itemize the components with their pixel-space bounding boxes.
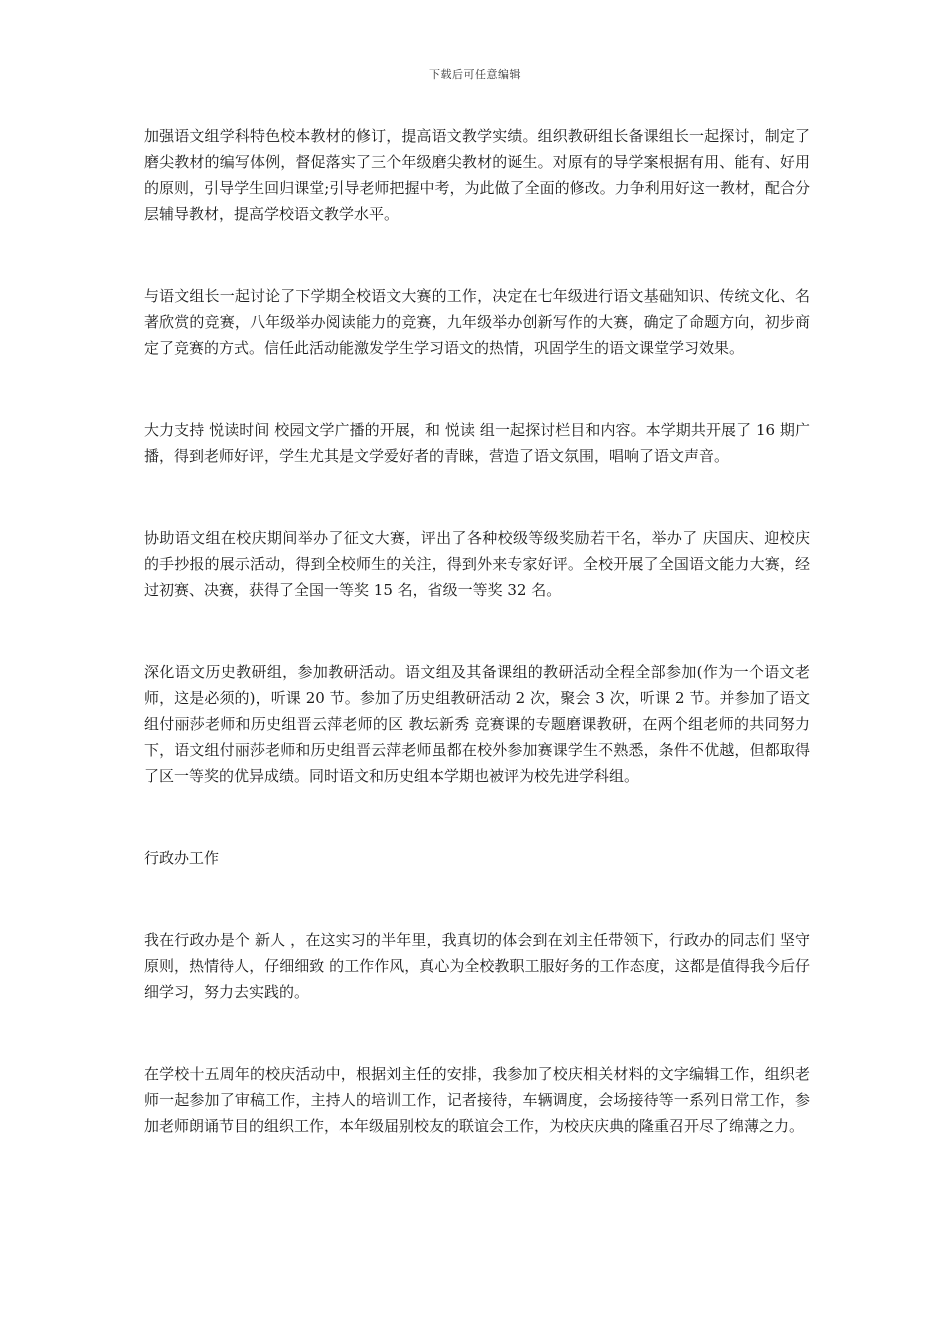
paragraph-language-contest: 与语文组长一起讨论了下学期全校语文大赛的工作，决定在七年级进行语文基础知识、传统文化、名著欣赏的竞赛，八年级举办阅读能力的竞赛，九年级举办创新写作的大赛，确定了命题方向，初步商定了竞赛的方式。信任此活动能激发学生学习语文的热情，巩固学生的语文课堂学习效果。	[144, 287, 810, 357]
section-heading-admin-office: 行政办工作	[144, 849, 220, 867]
paragraph-teaching-research: 深化语文历史教研组，参加教研活动。语文组及其备课组的教研活动全程全部参加(作为一个语文老师，这是必须的)，听课 20 节。参加了历史组教研活动 2 次，聚会 3 次，听课 2 节。并参加了语文组付丽莎老师和历史组晋云萍老师的区 教坛新秀 竞赛课的专题磨课教研，在两个组老师的共同努力下，语文组付丽莎老师和历史组晋云萍老师虽都在校外参加赛课学生不熟悉，条件不优越，但都取得了区一等奖的优异成绩。同时语文和历史组本学期也被评为校先进学科组。	[144, 663, 810, 785]
paragraph-essay-contest: 协助语文组在校庆期间举办了征文大赛，评出了各种校级等级奖励若干名，举办了 庆国庆、迎校庆 的手抄报的展示活动，得到全校师生的关注，得到外来专家好评。全校开展了全国语文能力大赛，经过初赛、决赛，获得了全国一等奖 15 名，省级一等奖 32 名。	[144, 529, 810, 599]
paragraph-anniversary-work: 在学校十五周年的校庆活动中，根据刘主任的安排，我参加了校庆相关材料的文字编辑工作，组织老师一起参加了审稿工作，主持人的培训工作，记者接待，车辆调度，会场接待等一系列日常工作，参加老师朗诵节目的组织工作，本年级届别校友的联谊会工作，为校庆庆典的隆重召开尽了绵薄之力。	[144, 1065, 810, 1135]
paragraph-textbook-revision: 加强语文组学科特色校本教材的修订，提高语文教学实绩。组织教研组长备课组长一起探讨，制定了磨尖教材的编写体例，督促落实了三个年级磨尖教材的诞生。对原有的导学案根据有用、能有、好用的原则，引导学生回归课堂;引导老师把握中考，为此做了全面的修改。力争利用好这一教材，配合分层辅导教材，提高学校语文教学水平。	[144, 127, 810, 223]
paragraph-admin-experience: 我在行政办是个 新人 ，在这实习的半年里，我真切的体会到在刘主任带领下，行政办的同志们 坚守原则，热情待人，仔细细致 的工作作风，真心为全校教职工服好务的工作态度，这都是值得我今后仔细学习，努力去实践的。	[144, 931, 810, 1001]
paragraph-campus-broadcast: 大力支持 悦读时间 校园文学广播的开展，和 悦读 组一起探讨栏目和内容。本学期共开展了 16 期广播，得到老师好评，学生尤其是文学爱好者的青睐，营造了语文氛围，唱响了语文声音。	[144, 421, 810, 465]
page-header: 下载后可任意编辑	[429, 68, 521, 81]
document-body	[144, 123, 810, 1195]
